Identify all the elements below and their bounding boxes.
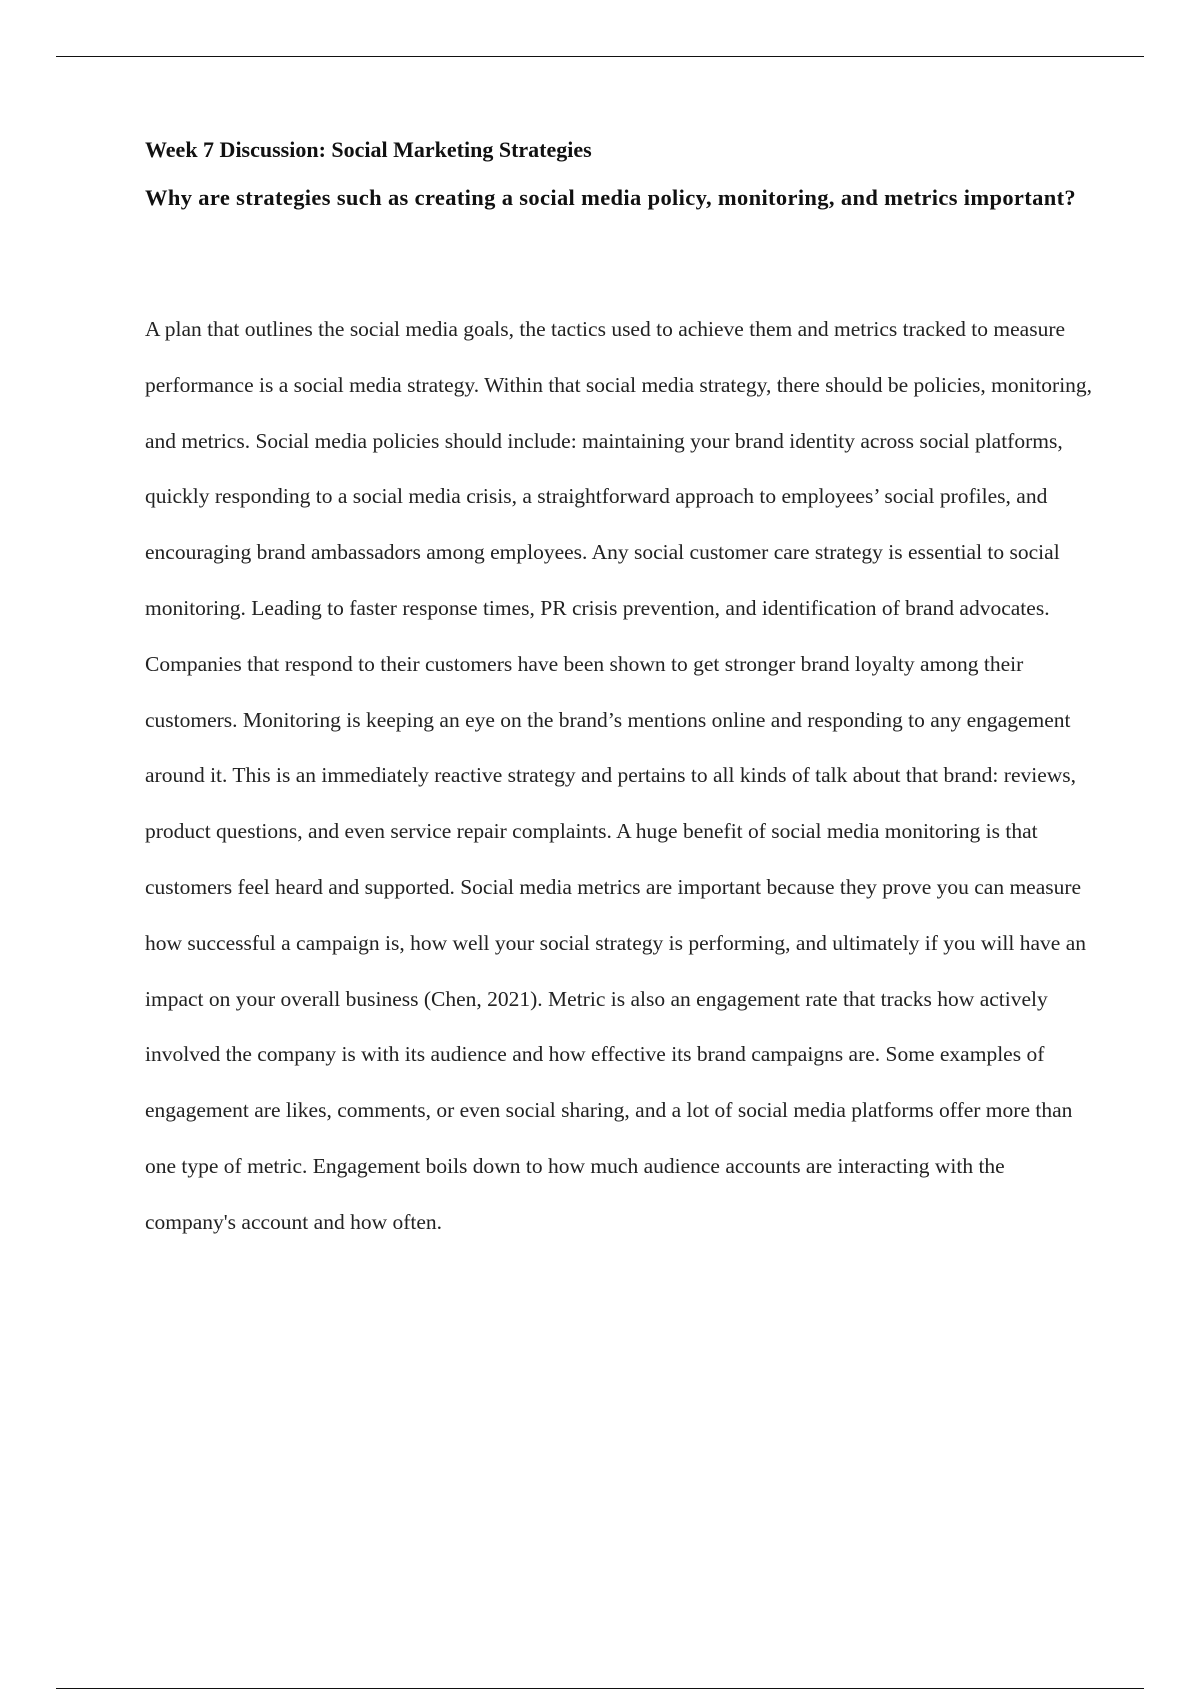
top-divider — [56, 56, 1144, 57]
document-title: Week 7 Discussion: Social Marketing Strategies — [145, 137, 592, 162]
bottom-divider — [56, 1688, 1144, 1689]
discussion-question: Why are strategies such as creating a social media policy, monitoring, and metrics important? — [145, 185, 1077, 210]
body-paragraph: A plan that outlines the social media goals, the tactics used to achieve them and metrics tracked to measure performance is a social media strategy. Within that social media strategy, there should be policies, monitoring, and metrics. Social media policies should include: maintaining your brand identity across social platforms, quickly responding to a social media crisis, a straightforward approach to employees’ social profiles, and encouraging brand ambassadors among employees. Any social customer care strategy is essential to social monitoring. Leading to faster response times, PR crisis prevention, and identification of brand advocates. Companies that respond to their customers have been shown to get stronger brand loyalty among their customers. Monitoring is keeping an eye on the brand’s mentions online and responding to any engagement around it. This is an immediately reactive strategy and pertains to all kinds of talk about that brand: reviews, product questions, and even service repair complaints. A huge benefit of social media monitoring is that customers feel heard and supported. Social media metrics are important because they prove you can measure how successful a campaign is, how well your social strategy is performing, and ultimately if you will have an impact on your overall business (Chen, 2021). Metric is also an engagement rate that tracks how actively involved the company is with its audience and how effective its brand campaigns are. Some examples of engagement are likes, comments, or even social sharing, and a lot of social media platforms offer more than one type of metric. Engagement boils down to how much audience accounts are interacting with the company's account and how often. — [145, 317, 1093, 1234]
document-page — [145, 136, 1105, 1251]
